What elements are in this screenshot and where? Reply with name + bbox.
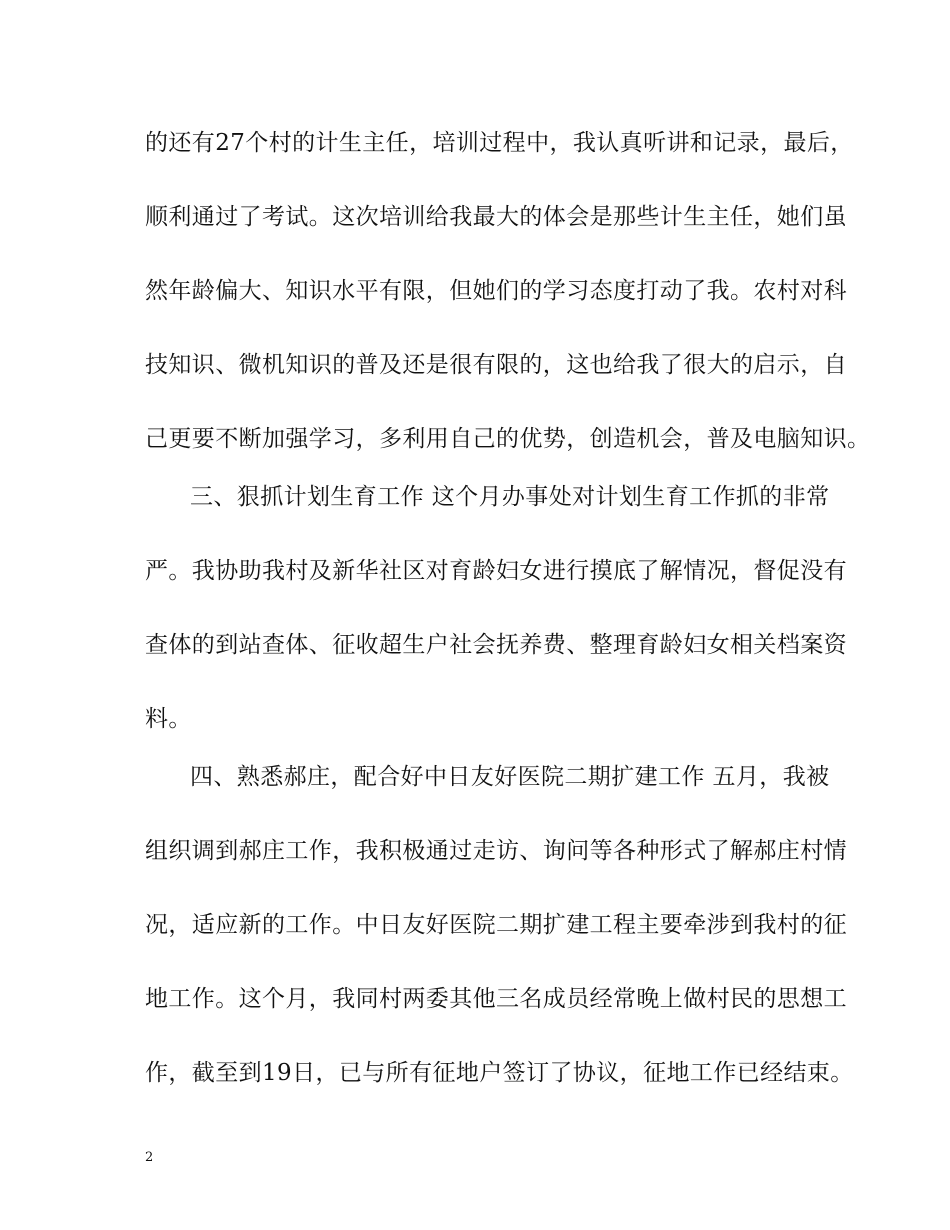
section-heading-line: 四、熟悉郝庄，配合好中日友好医院二期扩建工作 五月，我被 (190, 764, 830, 790)
text-line: 技知识、微机知识的普及还是很有限的，这也给我了很大的启示，自 (145, 352, 847, 378)
text-line: 顺利通过了考试。这次培训给我最大的体会是那些计生主任，她们虽 (145, 204, 847, 230)
page-number: 2 (145, 1150, 154, 1165)
text-line: 己更要不断加强学习，多利用自己的优势，创造机会，普及电脑知识。 (145, 426, 871, 452)
text-line: 的还有27个村的计生主任，培训过程中，我认真听讲和记录，最后， (145, 130, 854, 156)
text-line: 地工作。这个月，我同村两委其他三名成员经常晚上做村民的思想工 (145, 986, 847, 1012)
text-line: 组织调到郝庄工作，我积极通过走访、询问等各种形式了解郝庄村情 (145, 838, 847, 864)
text-line: 料。 (145, 706, 192, 732)
text-line: 严。我协助我村及新华社区对育龄妇女进行摸底了解情况，督促没有 (145, 558, 847, 584)
text-line: 然年龄偏大、知识水平有限，但她们的学习态度打动了我。农村对科 (145, 278, 847, 304)
text-line: 作，截至到19日，已与所有征地户签订了协议，征地工作已经结束。 (145, 1060, 854, 1086)
section-heading-line: 三、狠抓计划生育工作 这个月办事处对计划生育工作抓的非常 (190, 484, 830, 510)
text-line: 查体的到站查体、征收超生户社会抚养费、整理育龄妇女相关档案资 (145, 632, 847, 658)
text-line: 况，适应新的工作。中日友好医院二期扩建工程主要牵涉到我村的征 (145, 912, 847, 938)
